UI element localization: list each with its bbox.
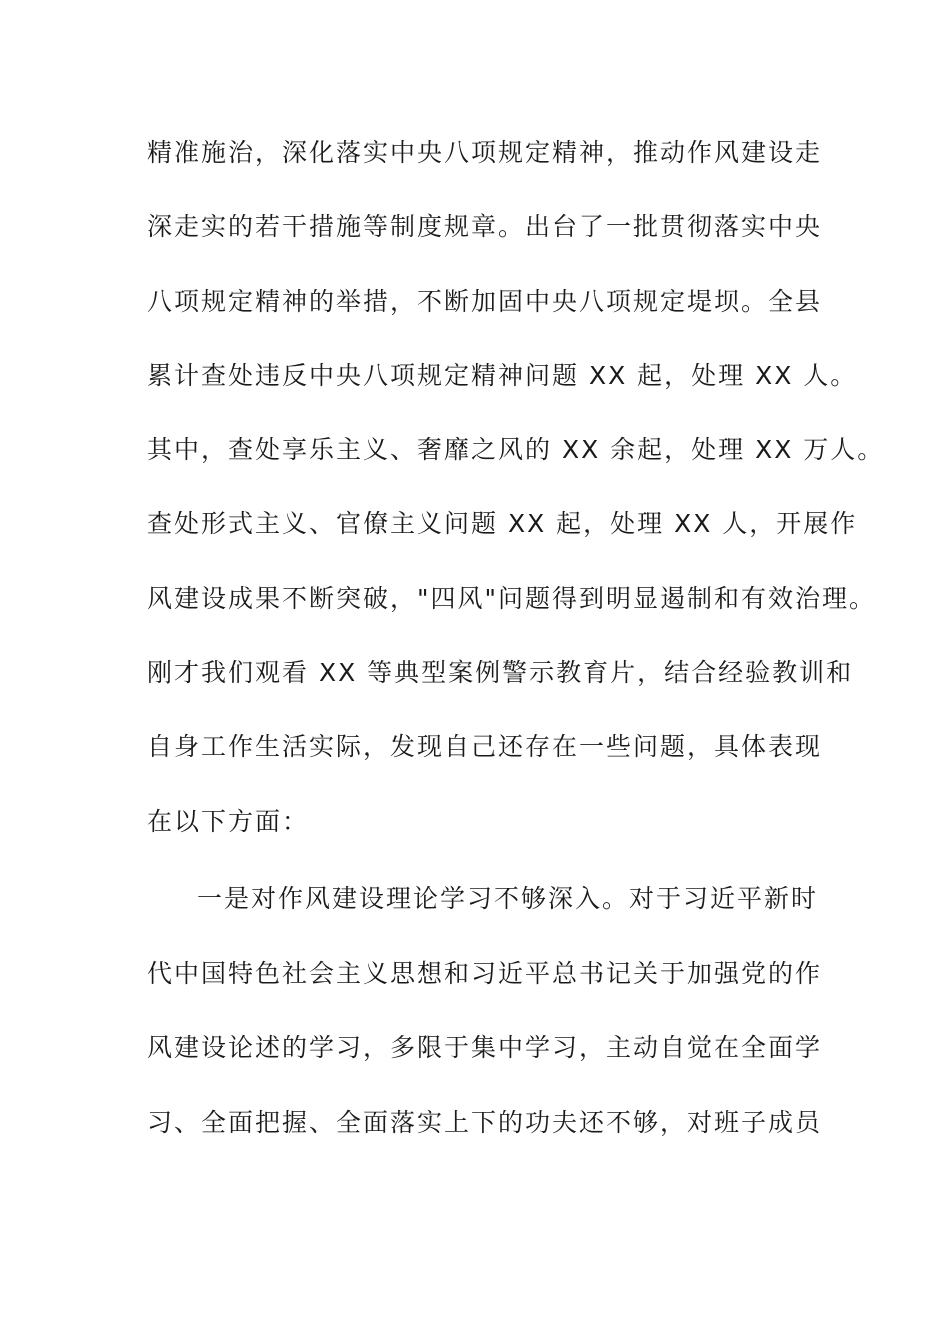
text-line: 自身工作生活实际，发现自己还存在一些问题，具体表现 (147, 732, 823, 761)
text-line: 累计查处违反中央八项规定精神问题 XX 起，处理 XX 人。 (147, 361, 858, 390)
text-line: 一是对作风建设理论学习不够深入。对于习近平新时 (197, 884, 819, 913)
text-line: 习、全面把握、全面落实上下的功夫还不够，对班子成员 (147, 1108, 823, 1137)
text-line: 在以下方面： (147, 807, 310, 836)
text-line: 精准施治，深化落实中央八项规定精神，推动作风建设走 (147, 138, 823, 167)
text-line: 风建设成果不断突破，"四风"问题得到明显遏制和有效治理。 (147, 584, 877, 613)
text-line: 刚才我们观看 XX 等典型案例警示教育片，结合经验教训和 (147, 658, 854, 687)
text-line: 风建设论述的学习，多限于集中学习，主动自觉在全面学 (147, 1033, 823, 1062)
text-line: 其中，查处享乐主义、奢靡之风的 XX 余起，处理 XX 万人。 (147, 435, 885, 464)
text-line: 查处形式主义、官僚主义问题 XX 起，处理 XX 人，开展作 (147, 509, 858, 538)
text-line: 代中国特色社会主义思想和习近平总书记关于加强党的作 (147, 959, 823, 988)
text-line: 八项规定精神的举措，不断加固中央八项规定堤坝。全县 (147, 287, 823, 316)
text-line: 深走实的若干措施等制度规章。出台了一批贯彻落实中央 (147, 212, 823, 241)
